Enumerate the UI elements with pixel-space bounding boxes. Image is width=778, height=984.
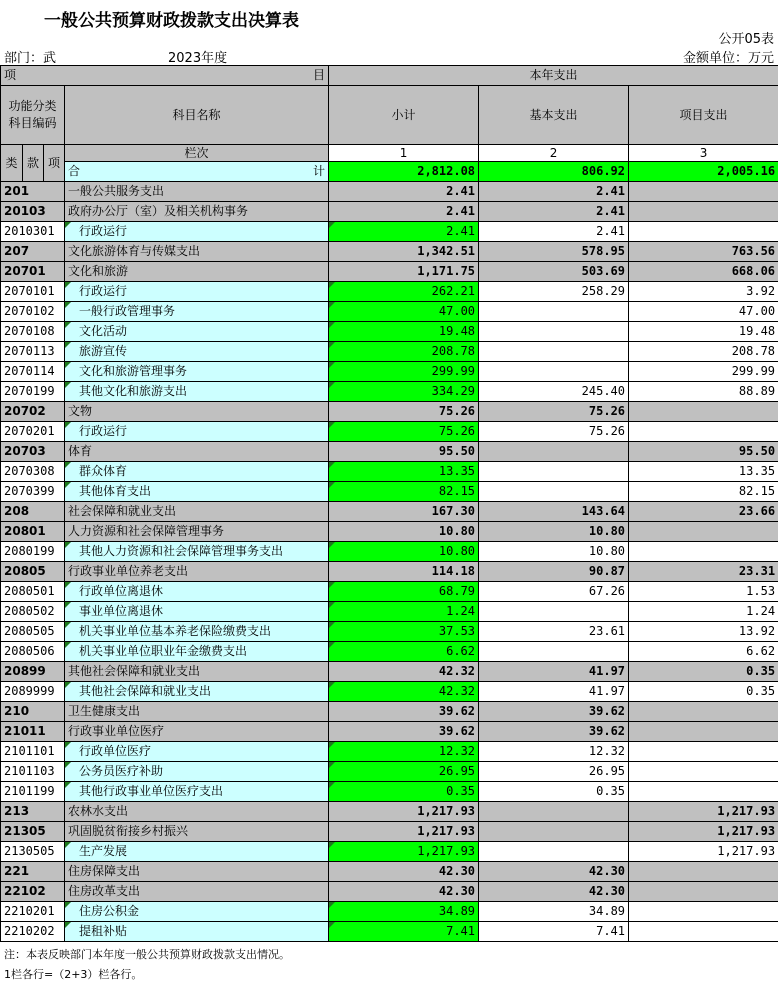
row-basic: 10.80 [479, 522, 629, 542]
row-code: 2080506 [1, 642, 65, 662]
row-basic: 39.62 [479, 722, 629, 742]
row-project [629, 762, 778, 782]
table-row [1, 802, 778, 822]
col-number-2: 2 [479, 145, 629, 162]
table-row [1, 202, 778, 222]
table-row [1, 342, 778, 362]
row-basic: 245.40 [479, 382, 629, 402]
row-basic: 42.30 [479, 862, 629, 882]
table-row [1, 402, 778, 422]
row-project: 763.56 [629, 242, 778, 262]
row-subtotal: 39.62 [329, 702, 479, 722]
row-subtotal: 13.35 [329, 462, 479, 482]
row-basic [479, 822, 629, 842]
row-name: 其他人力资源和社会保障管理事务支出 [65, 542, 329, 562]
row-basic: 143.64 [479, 502, 629, 522]
row-subtotal: 42.30 [329, 882, 479, 902]
row-project: 299.99 [629, 362, 778, 382]
row-basic: 10.80 [479, 542, 629, 562]
row-name: 行政运行 [65, 222, 329, 242]
row-name: 体育 [65, 442, 329, 462]
row-project [629, 922, 778, 942]
row-name: 其他社会保障和就业支出 [65, 682, 329, 702]
total-label-ji: 计 [313, 164, 326, 178]
row-basic [479, 342, 629, 362]
header-xiang: 项 [4, 68, 17, 82]
row-basic [479, 462, 629, 482]
row-name: 群众体育 [65, 462, 329, 482]
row-project [629, 742, 778, 762]
row-basic: 23.61 [479, 622, 629, 642]
row-name: 其他文化和旅游支出 [65, 382, 329, 402]
table-row [1, 522, 778, 542]
row-basic: 34.89 [479, 902, 629, 922]
row-name: 住房改革支出 [65, 882, 329, 902]
table-row [1, 182, 778, 202]
row-project [629, 522, 778, 542]
header-project: 项目支出 [629, 86, 778, 145]
row-name: 行政运行 [65, 282, 329, 302]
row-subtotal: 34.89 [329, 902, 479, 922]
row-name: 文物 [65, 402, 329, 422]
row-basic: 41.97 [479, 682, 629, 702]
footnote-1: 注：本表反映部门本年度一般公共预算财政拨款支出情况。 [4, 948, 290, 961]
table-row [1, 542, 778, 562]
row-subtotal: 37.53 [329, 622, 479, 642]
table-row [1, 882, 778, 902]
header-kuan: 款 [23, 145, 44, 182]
row-subtotal: 68.79 [329, 582, 479, 602]
row-name: 行政单位离退休 [65, 582, 329, 602]
row-basic: 41.97 [479, 662, 629, 682]
row-code: 2080501 [1, 582, 65, 602]
row-project [629, 402, 778, 422]
table-row [1, 362, 778, 382]
total-basic: 806.92 [479, 162, 629, 182]
row-subtotal: 0.35 [329, 782, 479, 802]
row-name: 文化旅游体育与传媒支出 [65, 242, 329, 262]
row-subtotal: 262.21 [329, 282, 479, 302]
row-project: 82.15 [629, 482, 778, 502]
table-row [1, 762, 778, 782]
row-name: 行政事业单位医疗 [65, 722, 329, 742]
row-subtotal: 42.32 [329, 662, 479, 682]
table-row [1, 302, 778, 322]
row-project [629, 542, 778, 562]
table-row [1, 222, 778, 242]
row-project [629, 862, 778, 882]
row-subtotal: 114.18 [329, 562, 479, 582]
row-code: 21011 [1, 722, 65, 742]
row-name: 旅游宣传 [65, 342, 329, 362]
row-project: 88.89 [629, 382, 778, 402]
row-basic: 90.87 [479, 562, 629, 582]
row-code: 20103 [1, 202, 65, 222]
row-code: 2101199 [1, 782, 65, 802]
row-project: 19.48 [629, 322, 778, 342]
row-code: 2070114 [1, 362, 65, 382]
row-basic [479, 322, 629, 342]
row-code: 20899 [1, 662, 65, 682]
row-subtotal: 26.95 [329, 762, 479, 782]
row-name: 行政事业单位养老支出 [65, 562, 329, 582]
row-code: 22102 [1, 882, 65, 902]
table-row [1, 642, 778, 662]
table-row [1, 282, 778, 302]
row-subtotal: 299.99 [329, 362, 479, 382]
row-code: 210 [1, 702, 65, 722]
row-subtotal: 42.32 [329, 682, 479, 702]
header-subject-name: 科目名称 [65, 86, 329, 145]
row-project: 1,217.93 [629, 802, 778, 822]
table-row [1, 322, 778, 342]
form-code: 公开05表 [718, 32, 774, 47]
row-name: 一般公共服务支出 [65, 182, 329, 202]
row-name: 行政单位医疗 [65, 742, 329, 762]
table-row [1, 422, 778, 442]
row-project: 1,217.93 [629, 822, 778, 842]
row-basic [479, 642, 629, 662]
row-project: 1.53 [629, 582, 778, 602]
row-project: 23.31 [629, 562, 778, 582]
row-project: 3.92 [629, 282, 778, 302]
row-project: 0.35 [629, 682, 778, 702]
row-subtotal: 12.32 [329, 742, 479, 762]
row-code: 2080199 [1, 542, 65, 562]
row-basic: 12.32 [479, 742, 629, 762]
row-project [629, 222, 778, 242]
header-func-code-line2: 科目编码 [8, 116, 57, 130]
row-name: 生产发展 [65, 842, 329, 862]
table-row [1, 602, 778, 622]
row-subtotal: 10.80 [329, 542, 479, 562]
row-code: 2070102 [1, 302, 65, 322]
row-code: 2070101 [1, 282, 65, 302]
row-name: 卫生健康支出 [65, 702, 329, 722]
row-project: 668.06 [629, 262, 778, 282]
row-basic: 2.41 [479, 182, 629, 202]
row-name: 一般行政管理事务 [65, 302, 329, 322]
table-row [1, 242, 778, 262]
table-body [1, 66, 778, 942]
row-basic: 26.95 [479, 762, 629, 782]
row-name: 巩固脱贫衔接乡村振兴 [65, 822, 329, 842]
department-label: 部门：武 [4, 51, 57, 66]
table-row [1, 622, 778, 642]
row-subtotal: 47.00 [329, 302, 479, 322]
row-project: 0.35 [629, 662, 778, 682]
row-basic: 75.26 [479, 422, 629, 442]
row-subtotal: 1,217.93 [329, 822, 479, 842]
row-project [629, 782, 778, 802]
row-code: 20701 [1, 262, 65, 282]
row-code: 207 [1, 242, 65, 262]
row-name: 其他体育支出 [65, 482, 329, 502]
row-subtotal: 1,217.93 [329, 842, 479, 862]
row-project: 23.66 [629, 502, 778, 522]
row-code: 208 [1, 502, 65, 522]
row-basic [479, 442, 629, 462]
row-code: 2080505 [1, 622, 65, 642]
table-row [1, 382, 778, 402]
row-name: 住房公积金 [65, 902, 329, 922]
row-basic: 67.26 [479, 582, 629, 602]
row-subtotal: 1,171.75 [329, 262, 479, 282]
row-name: 农林水支出 [65, 802, 329, 822]
header-current-year: 本年支出 [329, 66, 778, 86]
row-name: 机关事业单位基本养老保险缴费支出 [65, 622, 329, 642]
row-name: 公务员医疗补助 [65, 762, 329, 782]
total-subtotal: 2,812.08 [329, 162, 479, 182]
header-lanci: 栏次 [65, 145, 329, 162]
row-subtotal: 167.30 [329, 502, 479, 522]
row-name: 人力资源和社会保障管理事务 [65, 522, 329, 542]
table-row [1, 782, 778, 802]
row-code: 20702 [1, 402, 65, 422]
row-subtotal: 82.15 [329, 482, 479, 502]
row-subtotal: 7.41 [329, 922, 479, 942]
row-subtotal: 2.41 [329, 222, 479, 242]
row-code: 2089999 [1, 682, 65, 702]
total-row [1, 162, 778, 182]
row-project: 95.50 [629, 442, 778, 462]
row-subtotal: 10.80 [329, 522, 479, 542]
row-project: 6.62 [629, 642, 778, 662]
row-basic: 578.95 [479, 242, 629, 262]
row-subtotal: 19.48 [329, 322, 479, 342]
row-code: 2080502 [1, 602, 65, 622]
row-basic: 2.41 [479, 222, 629, 242]
row-subtotal: 95.50 [329, 442, 479, 462]
fiscal-year: 2023年度 [168, 51, 228, 66]
row-basic [479, 602, 629, 622]
table-row [1, 702, 778, 722]
row-project: 13.92 [629, 622, 778, 642]
expenditure-table [0, 65, 778, 942]
row-project [629, 722, 778, 742]
row-subtotal: 39.62 [329, 722, 479, 742]
table-row [1, 582, 778, 602]
header-mu: 目 [313, 68, 326, 82]
table-row [1, 562, 778, 582]
row-basic [479, 802, 629, 822]
row-code: 2070399 [1, 482, 65, 502]
header-basic: 基本支出 [479, 86, 629, 145]
row-subtotal: 2.41 [329, 182, 479, 202]
table-row [1, 742, 778, 762]
header-lei: 类 [1, 145, 23, 182]
row-name: 事业单位离退休 [65, 602, 329, 622]
row-basic: 0.35 [479, 782, 629, 802]
row-code: 21305 [1, 822, 65, 842]
row-project: 13.35 [629, 462, 778, 482]
header-xiang2: 项 [44, 145, 65, 182]
row-subtotal: 1,217.93 [329, 802, 479, 822]
row-project [629, 902, 778, 922]
row-code: 2130505 [1, 842, 65, 862]
row-project [629, 182, 778, 202]
row-code: 20801 [1, 522, 65, 542]
row-name: 社会保障和就业支出 [65, 502, 329, 522]
header-xiang-mu [1, 66, 329, 86]
col-number-3: 3 [629, 145, 778, 162]
row-subtotal: 42.30 [329, 862, 479, 882]
row-code: 2210202 [1, 922, 65, 942]
table-row [1, 482, 778, 502]
row-code: 213 [1, 802, 65, 822]
row-basic [479, 302, 629, 322]
header-row-1 [1, 66, 778, 86]
amount-unit: 金额单位：万元 [682, 51, 774, 66]
row-project [629, 422, 778, 442]
table-row [1, 682, 778, 702]
row-subtotal: 334.29 [329, 382, 479, 402]
table-row [1, 922, 778, 942]
row-basic: 258.29 [479, 282, 629, 302]
row-subtotal: 6.62 [329, 642, 479, 662]
table-row [1, 822, 778, 842]
header-func-code-line1: 功能分类 [8, 99, 57, 113]
row-code: 2070108 [1, 322, 65, 342]
row-project: 208.78 [629, 342, 778, 362]
row-subtotal: 1.24 [329, 602, 479, 622]
row-basic: 7.41 [479, 922, 629, 942]
row-project: 1,217.93 [629, 842, 778, 862]
row-code: 20703 [1, 442, 65, 462]
row-basic: 2.41 [479, 202, 629, 222]
table-row [1, 662, 778, 682]
row-name: 其他社会保障和就业支出 [65, 662, 329, 682]
row-project: 47.00 [629, 302, 778, 322]
row-code: 2070113 [1, 342, 65, 362]
row-name: 住房保障支出 [65, 862, 329, 882]
row-project: 1.24 [629, 602, 778, 622]
total-project: 2,005.16 [629, 162, 778, 182]
row-subtotal: 1,342.51 [329, 242, 479, 262]
col-number-1: 1 [329, 145, 479, 162]
table-row [1, 842, 778, 862]
row-code: 2010301 [1, 222, 65, 242]
row-basic [479, 362, 629, 382]
row-code: 2070199 [1, 382, 65, 402]
table-row [1, 502, 778, 522]
row-code: 201 [1, 182, 65, 202]
row-subtotal: 75.26 [329, 422, 479, 442]
row-subtotal: 2.41 [329, 202, 479, 222]
row-basic: 42.30 [479, 882, 629, 902]
table-row [1, 862, 778, 882]
row-code: 2210201 [1, 902, 65, 922]
row-name: 其他行政事业单位医疗支出 [65, 782, 329, 802]
table-row [1, 462, 778, 482]
total-label [65, 162, 329, 182]
row-name: 文化和旅游 [65, 262, 329, 282]
row-basic [479, 482, 629, 502]
row-name: 行政运行 [65, 422, 329, 442]
row-project [629, 882, 778, 902]
footnote-2: 1栏各行=（2+3）栏各行。 [4, 968, 143, 981]
header-row-3 [1, 145, 778, 162]
table-row [1, 262, 778, 282]
row-code: 2101103 [1, 762, 65, 782]
row-basic [479, 842, 629, 862]
table-row [1, 442, 778, 462]
row-name: 机关事业单位职业年金缴费支出 [65, 642, 329, 662]
header-subtotal: 小计 [329, 86, 479, 145]
row-subtotal: 208.78 [329, 342, 479, 362]
row-code: 2070201 [1, 422, 65, 442]
row-name: 提租补贴 [65, 922, 329, 942]
total-label-he: 合 [68, 164, 81, 178]
row-basic: 75.26 [479, 402, 629, 422]
row-code: 2070308 [1, 462, 65, 482]
row-code: 20805 [1, 562, 65, 582]
row-basic: 503.69 [479, 262, 629, 282]
row-project [629, 202, 778, 222]
row-name: 文化和旅游管理事务 [65, 362, 329, 382]
table-row [1, 902, 778, 922]
row-name: 文化活动 [65, 322, 329, 342]
row-code: 2101101 [1, 742, 65, 762]
header-func-code [1, 86, 65, 145]
page-title: 一般公共预算财政拨款支出决算表 [44, 11, 299, 31]
row-project [629, 702, 778, 722]
row-name: 政府办公厅（室）及相关机构事务 [65, 202, 329, 222]
row-basic: 39.62 [479, 702, 629, 722]
row-code: 221 [1, 862, 65, 882]
row-subtotal: 75.26 [329, 402, 479, 422]
table-row [1, 722, 778, 742]
header-row-2 [1, 86, 778, 145]
